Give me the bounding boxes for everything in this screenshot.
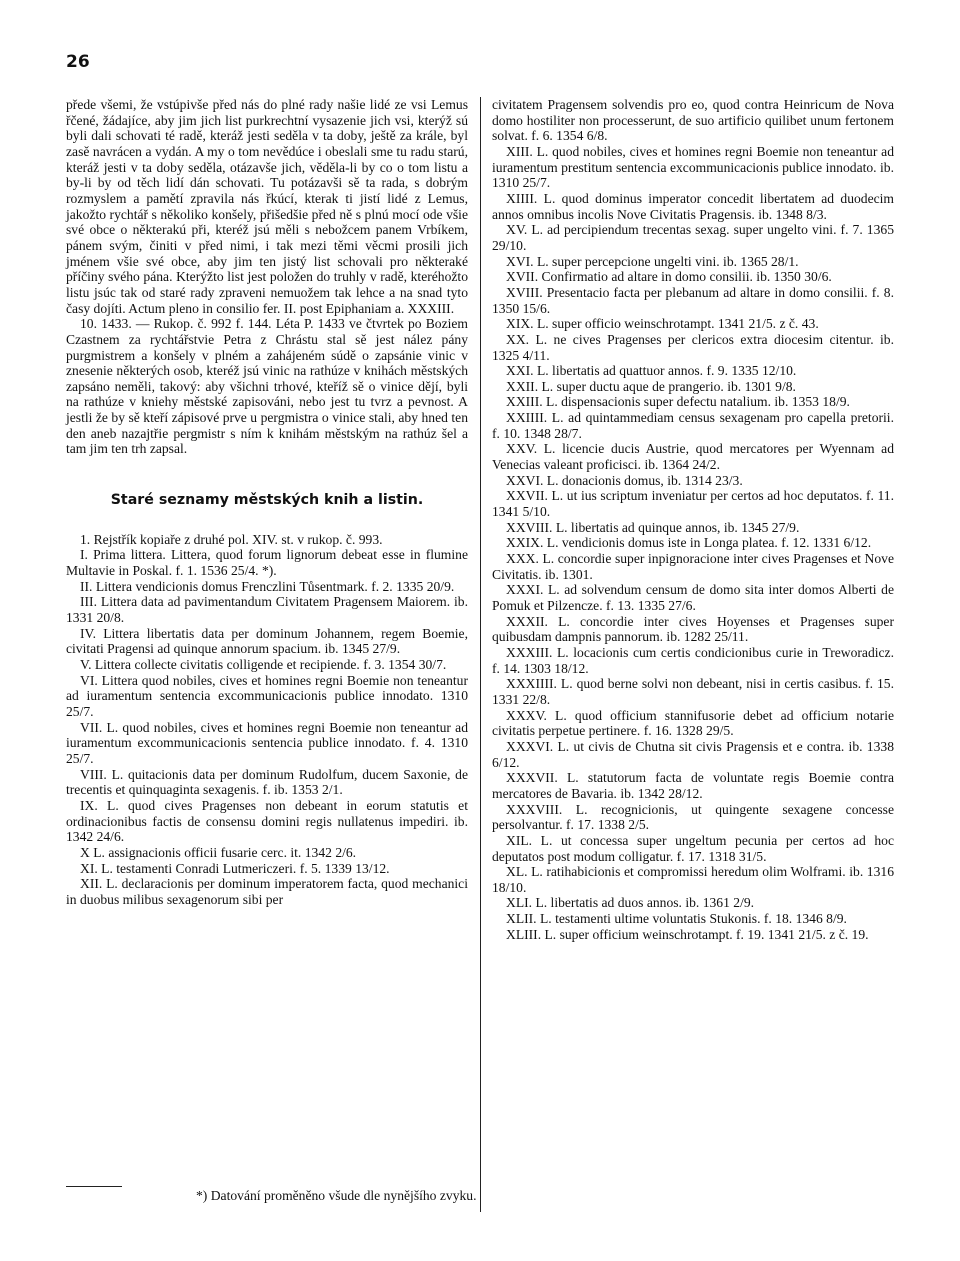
list-entry: XVIII. Presentacio facta per plebanum ad altare in domo consilii. f. 8. 1350 15/6. bbox=[492, 284, 894, 316]
list-intro: 1. Rejstřík kopiaře z druhé pol. XIV. st. v rukop. č. 993. bbox=[80, 531, 383, 547]
list-entry: XVII. Confirmatio ad altare in domo consilii. ib. 1350 30/6. bbox=[506, 269, 832, 285]
entry-list bbox=[492, 97, 894, 942]
list-entry: XXIII. L. dispensacionis super defectu natalium. ib. 1353 18/9. bbox=[506, 394, 850, 410]
list-entry: XXXVI. L. ut civis de Chutna sit civis Pragensis et e contra. ib. 1338 6/12. bbox=[492, 738, 894, 770]
list-entry: XVI. L. super percepcione ungelti vini. ib. 1365 28/1. bbox=[506, 253, 799, 269]
list-entry: XLII. L. testamenti ultime voluntatis Stukonis. f. 18. 1346 8/9. bbox=[506, 911, 847, 927]
paragraph: 10. 1433. — Rukop. č. 992 f. 144. Léta P. 1433 ve čtvrtek po Boziem Czastnem za rychtářstvie Petra z Chrástu stal sě jest nález pány purgmistrem a konšely v plném a zahájeném súdě o zapsánie vinic v znesenie některých osob, kteréž jsú vinic na rathúze v knihách městských zapsáno neměli, takový: aby všichni trhové, kteříž sě o vinice dějí, byli na rathúze v kniehy městské zapisováni, nebo jest tu tvrz a pevnost. A jestli že by sě kteří zápisové prve u pergmistra o vinice stali, aby hned ten den aneb nazajtřie pergmistr s ním k knihám městským na rathúz šel a tam jim ten trh zapsal. bbox=[66, 316, 468, 457]
list-entry: IV. Littera libertatis data per dominum Johannem, regem Boemie, civitati Pragensi ad quinque annorum spacium. ib. 1345 27/9. bbox=[66, 625, 468, 657]
list-entry: XX. L. ne cives Pragenses per clericos extra diocesim citentur. ib. 1325 4/11. bbox=[492, 331, 894, 363]
list-entry: XXXVII. L. statutorum facta de voluntate regis Boemie contra mercatores de Bavaria. ib. 1342 28/12. bbox=[492, 770, 894, 801]
list-entry: XXVI. L. donacionis domus, ib. 1314 23/3. bbox=[506, 472, 743, 488]
list-entry: XV. L. ad percipiendum trecentas sexag. super ungelto vini. f. 7. 1365 29/10. bbox=[492, 222, 894, 253]
list-entry: XL. L. ratihabicionis et compromissi heredum olim Wolframi. ib. 1316 18/10. bbox=[492, 864, 894, 895]
list-entry: XII. L. declaracionis per dominum imperatorem facta, quod mechanici in duobus milibus sexagenorum sibi per bbox=[66, 876, 468, 907]
list-entry: XXVIII. L. libertatis ad quinque annos, ib. 1345 27/9. bbox=[506, 519, 800, 535]
list-entry: VII. L. quod nobiles, cives et homines regni Boemie non teneantur ad iuramentum excommunicacionis sentencia publice innodato. f. 4. 1310 25/7. bbox=[66, 719, 468, 766]
list-entry: VIII. L. quitacionis data per dominum Rudolfum, ducem Saxonie, de trecentis et quinquaginta sexagenis. f. ib. 1353 2/1. bbox=[66, 766, 468, 798]
list-entry: XXXV. L. quod officium stannifusorie debet ad officium notarie civitatis perpetue pertinere. f. 16. 1328 29/5. bbox=[492, 707, 894, 739]
left-column bbox=[66, 97, 468, 908]
entry-list bbox=[66, 547, 468, 907]
page-number: 26 bbox=[66, 52, 90, 72]
column-divider bbox=[480, 97, 481, 1212]
list-entry: XXIX. L. vendicionis domus iste in Longa platea. f. 12. 1331 6/12. bbox=[506, 535, 872, 551]
list-entry: X L. assignacionis officii fusarie cerc. it. 1342 2/6. bbox=[80, 844, 357, 860]
list-entry: XI. L. testamenti Conradi Lutmericzeri. f. 5. 1339 13/12. bbox=[80, 860, 390, 876]
list-entry: IX. L. quod cives Pragenses non debeant in eorum statutis et ordinacionibus factis de consensu domini regis nullatenus impediri. ib. 1342 24/6. bbox=[66, 797, 468, 845]
right-column bbox=[492, 97, 894, 942]
list-entry: V. Littera collecte civitatis colligende et recipiende. f. 3. 1354 30/7. bbox=[80, 657, 447, 672]
list-entry: XXVII. L. ut ius scriptum inveniatur per certos ad hoc deputatos. f. 11. 1341 5/10. bbox=[492, 488, 894, 520]
paragraph: přede všemi, že vstúpivše před nás do plné rady našie lidé ze vsi Lemus řčené, žádajíce, aby jim jich list purkrechtní vysazenie jich vsi, kterýž sú byli dali schovati té radě, kteráž jesti seděla v ta doby, ještě za krále, byl zasě navrácen a vydán. A my o tom nevědúce i obeslali sme tu radu starú, kteráž jesti v ta doby seděla, otázavše jich, věděla-li by co o tom listu a by-li by od těch lidí dán schovati. Tu potázavši sě ta rada, s dobrým rozmyslem a pamětí zpravila nás řkúcí, kterak ti jistí lidé z Lemus, jakožto rychtář s několiko konšely, přišedšie před ně s plnú mocí ode všie své obce o některakú při, kteréž jsú měli s nebožcem panem Vrbíkem, pánem svým, činiti v před nimi, i tak mezi těmi věcmi prosili jich jménem všie své obce, aby jim ten jistý list schovali pro některaké příčiny svého pána. Kterýžto list jest položen do truhly v radě, kteréhožto listu jsúc tak od staré rady zpraveni nemuožem tak lehce a na snad tyto časy dojíti. Actum pleno in consilio fer. II. post Epiphaniam a. XXXIII. bbox=[66, 97, 468, 316]
list-entry: XXXII. L. concordie inter cives Hoyenses et Pragenses super quibusdam dampnis pannorum. ib. 1282 25/11. bbox=[492, 613, 894, 645]
list-entry: II. Littera vendicionis domus Frenczlini Tůsentmark. f. 2. 1335 20/9. bbox=[80, 578, 455, 594]
list-entry: XLI. L. libertatis ad duos annos. ib. 1361 2/9. bbox=[506, 895, 755, 911]
list-entry: VI. Littera quod nobiles, cives et homines regni Boemie non teneantur ad iuramentum sentencia excommunicacionis publice innodato. 1310 25/7. bbox=[66, 672, 468, 719]
list-entry: XIIII. L. quod dominus imperator concedit libertatem ad duodecim annos omnibus incolis Nove Civitatis Pragensis. ib. 1348 8/3. bbox=[492, 190, 894, 222]
list-entry: III. Littera data ad pavimentandum Civitatem Pragensem Maiorem. ib. 1331 20/8. bbox=[66, 594, 468, 626]
list-entry: XIX. L. super officio weinschrotampt. 1341 21/5. z č. 43. bbox=[506, 316, 819, 332]
list-entry: XXV. L. licencie ducis Austrie, quod mercatores per Wyennam ad Venecias valeant proficisci. ib. 1364 24/2. bbox=[492, 441, 894, 473]
list-entry: XIII. L. quod nobiles, cives et homines regni Boemie non teneantur ad iuramentum prestitum sentencia excommunicacionis publice innodato. ib. 1310 25/7. bbox=[492, 143, 894, 191]
list-entry: XXI. L. libertatis ad quattuor annos. f. 9. 1335 12/10. bbox=[506, 363, 797, 379]
list-entry: XXIIII. L. ad quintammediam census sexagenam pro capella pretorii. f. 10. 1348 28/7. bbox=[492, 410, 894, 441]
list-entry: XLIII. L. super officium weinschrotampt. f. 19. 1341 21/5. z č. 19. bbox=[506, 926, 869, 942]
list-entry: XXXI. L. ad solvendum censum de domo sita inter domos Alberti de Pomuk et Pilzencze. f. 13. 1335 27/6. bbox=[492, 582, 894, 613]
list-entry: I. Prima littera. Littera, quod forum lignorum debeat esse in flumine Multavie in Poskal. f. 1. 1536 25/4. *). bbox=[66, 547, 468, 579]
list-entry: XXX. L. concordie super inpignoracione inter cives Pragenses et Nove Civitatis. ib. 1301. bbox=[492, 551, 894, 582]
footnote-rule bbox=[66, 1186, 122, 1187]
footnote: *) Datování proměněno všude dle nynějšího zvyku. bbox=[196, 1188, 477, 1203]
section-heading: Staré seznamy městských knih a listin. bbox=[110, 492, 424, 509]
list-entry: XIL. L. ut concessa super ungeltum pecunia per certos ad hoc deputatos post modum colligatur. f. 17. 1318 31/5. bbox=[492, 832, 894, 864]
list-entry: XXXIIII. L. quod berne solvi non debeant, nisi in certis casibus. f. 15. 1331 22/8. bbox=[492, 676, 894, 707]
list-entry: XXXVIII. L. recognicionis, ut quingente sexagene concesse persolvantur. f. 17. 1338 2/5. bbox=[492, 801, 894, 833]
list-entry: civitatem Pragensem solvendis pro eo, quod contra Heinricum de Nova domo hostiliter non processerunt, de suo artificio quilibet unum fertonem solvat. f. 6. 1354 6/8. bbox=[492, 97, 894, 144]
list-entry: XXXIII. L. locacionis cum certis condicionibus curie in Treworadicz. f. 14. 1303 18/12. bbox=[492, 644, 894, 676]
list-entry: XXII. L. super ductu aque de prangerio. ib. 1301 9/8. bbox=[506, 378, 796, 394]
